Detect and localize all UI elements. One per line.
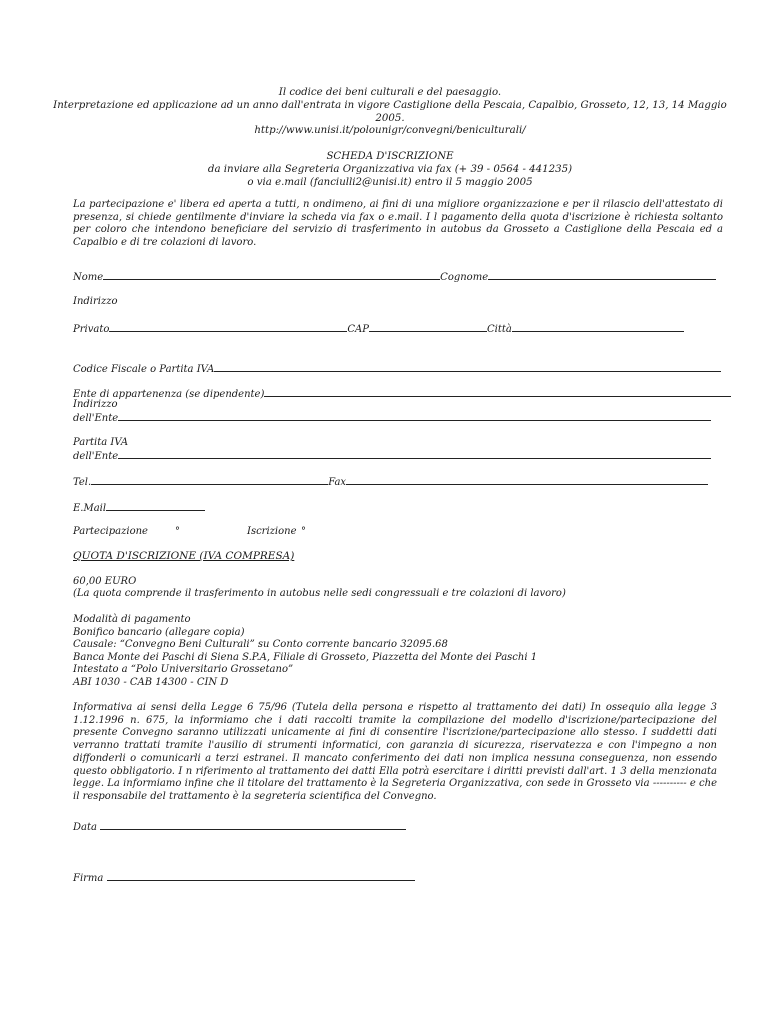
send-instructions-email: o via e.mail (fanciulli2@unisi.it) entro il 5 maggio 2005 [247, 177, 533, 188]
citta-input[interactable] [512, 322, 684, 332]
email-input[interactable] [106, 501, 205, 511]
cognome-label: Cognome [440, 272, 489, 283]
payment-bank: Banca Monte dei Paschi di Siena S.P.A, Filiale di Grosseto, Piazzetta del Monte dei Paschi 1 [73, 651, 538, 663]
nome-input[interactable] [103, 270, 440, 280]
piva-ente-label-1: Partita IVA [73, 437, 129, 448]
fax-label: Fax [328, 477, 347, 488]
name-row [73, 270, 716, 284]
iscrizione-checkbox[interactable]: ° [301, 526, 306, 537]
cap-label: CAP [347, 324, 369, 335]
data-label: Data [73, 822, 97, 833]
fax-input[interactable] [346, 475, 708, 485]
header-block [40, 86, 740, 125]
cognome-input[interactable] [488, 270, 716, 280]
nome-label: Nome [73, 272, 104, 283]
indirizzo-ente-label-2: dell'Ente [73, 413, 119, 424]
codice-fiscale-input[interactable] [214, 362, 721, 372]
piva-ente-row [73, 449, 711, 463]
privacy-paragraph: Informativa ai sensi della Legge 6 75/96 (Tutela della persona e rispetto al trattamento dei dati) In ossequio alla legge 3 1.12.1996 n. 675, la informiamo che i dati raccolti tramite la compilazione del modello d'iscrizione/partecipazione del presente Convegno saranno utilizzati unicamente ai fini di consentire l'iscrizione/partecipazione allo stesso. I suddetti dati verranno trattati tramite l'ausilio di strumenti informatici, con garanzia di sicurezza, riservatezza e con l'impegno a non diffonderli o comunicarli a terzi estranei. Il mancato conferimento dei dati non implica nessuna conseguenza, non essendo questo obbligatorio. I n riferimento al trattamento dei datti Ella potrà esercitare i diritti previsti dall'art. 1 3 della menzionata legge. La informiamo infine che il titolare del trattamento è la Segreteria Organizzativa, con sede in Grosseto via ---------- e che il responsabile del trattamento è la segreteria scientifica del Convegno. [73, 702, 717, 802]
indirizzo-ente-row [73, 411, 711, 425]
payment-bonifico: Bonifico bancario (allegare copia) [73, 626, 245, 638]
quota-amount: 60,00 EURO [73, 576, 137, 587]
payment-block [73, 614, 723, 690]
intro-paragraph: La partecipazione e' libera ed aperta a tutti, n ondimeno, ai fini di una migliore organizzazione e per il rilascio dell'attestato di presenza, si chiede gentilmente d'inviare la scheda via fax o e.mail. I l pagamento della quota d'iscrizione è richiesta soltanto per coloro che intendono beneficiare del servizio di trasferimento in autobus da Grosseto a Castiglione della Pescaia ed a Capalbio e di tre colazioni di lavoro. [73, 199, 723, 249]
cap-input[interactable] [369, 322, 487, 332]
privato-address-input[interactable] [109, 322, 347, 332]
data-row [73, 820, 406, 834]
quota-heading: QUOTA D'ISCRIZIONE (IVA COMPRESA) [73, 550, 295, 562]
indirizzo-ente-input[interactable] [118, 411, 711, 421]
participation-row [73, 526, 333, 538]
form-title: SCHEDA D'ISCRIZIONE [326, 151, 454, 162]
payment-causale: Causale: “Convegno Beni Culturali” su Conto corrente bancario 32095.68 [73, 639, 448, 651]
citta-label: Città [486, 324, 512, 335]
firma-label: Firma [73, 873, 104, 884]
privato-label: Privato [73, 324, 110, 335]
conference-url: http://www.unisi.it/polounigr/convegni/beniculturali/ [254, 125, 526, 136]
partecipazione-checkbox[interactable]: ° [175, 526, 180, 537]
privato-row [73, 322, 684, 336]
indirizzo-label: Indirizzo [73, 296, 118, 307]
tel-label: Tel. [73, 477, 92, 488]
conference-subtitle: Interpretazione ed applicazione ad un anno dall'entrata in vigore Castiglione della Pescaia, Capalbio, Grosseto, 12, 13, 14 Maggio 2005. [53, 100, 727, 124]
data-input[interactable] [100, 820, 406, 830]
piva-ente-label-2: dell'Ente [73, 451, 119, 462]
email-row [73, 501, 205, 515]
firma-input[interactable] [107, 871, 415, 881]
form-heading-block [40, 150, 740, 189]
payment-method: Modalità di pagamento [73, 614, 191, 625]
piva-ente-input[interactable] [118, 449, 711, 459]
email-label: E.Mail [73, 503, 107, 514]
tel-fax-row [73, 475, 708, 489]
codice-fiscale-row [73, 362, 721, 376]
payment-intestato: Intestato a “Polo Universitario Grossetano” [73, 664, 294, 676]
quota-note: (La quota comprende il trasferimento in autobus nelle sedi congressuali e tre colazioni di lavoro) [73, 588, 566, 599]
tel-input[interactable] [91, 475, 328, 485]
codice-fiscale-label: Codice Fiscale o Partita IVA [73, 364, 215, 375]
ente-row [73, 387, 731, 401]
ente-label: Ente di appartenenza (se dipendente) [73, 389, 265, 400]
conference-title: Il codice dei beni culturali e del paesaggio. [278, 87, 502, 98]
indirizzo-ente-label-1: Indirizzo [73, 399, 118, 410]
firma-row [73, 871, 415, 885]
partecipazione-label: Partecipazione [73, 526, 148, 537]
send-instructions-fax: da inviare alla Segreteria Organizzativa via fax (+ 39 - 0564 - 441235) [207, 164, 573, 175]
iscrizione-label: Iscrizione [247, 526, 297, 537]
ente-input[interactable] [264, 387, 731, 397]
payment-codes: ABI 1030 - CAB 14300 - CIN D [73, 676, 229, 688]
